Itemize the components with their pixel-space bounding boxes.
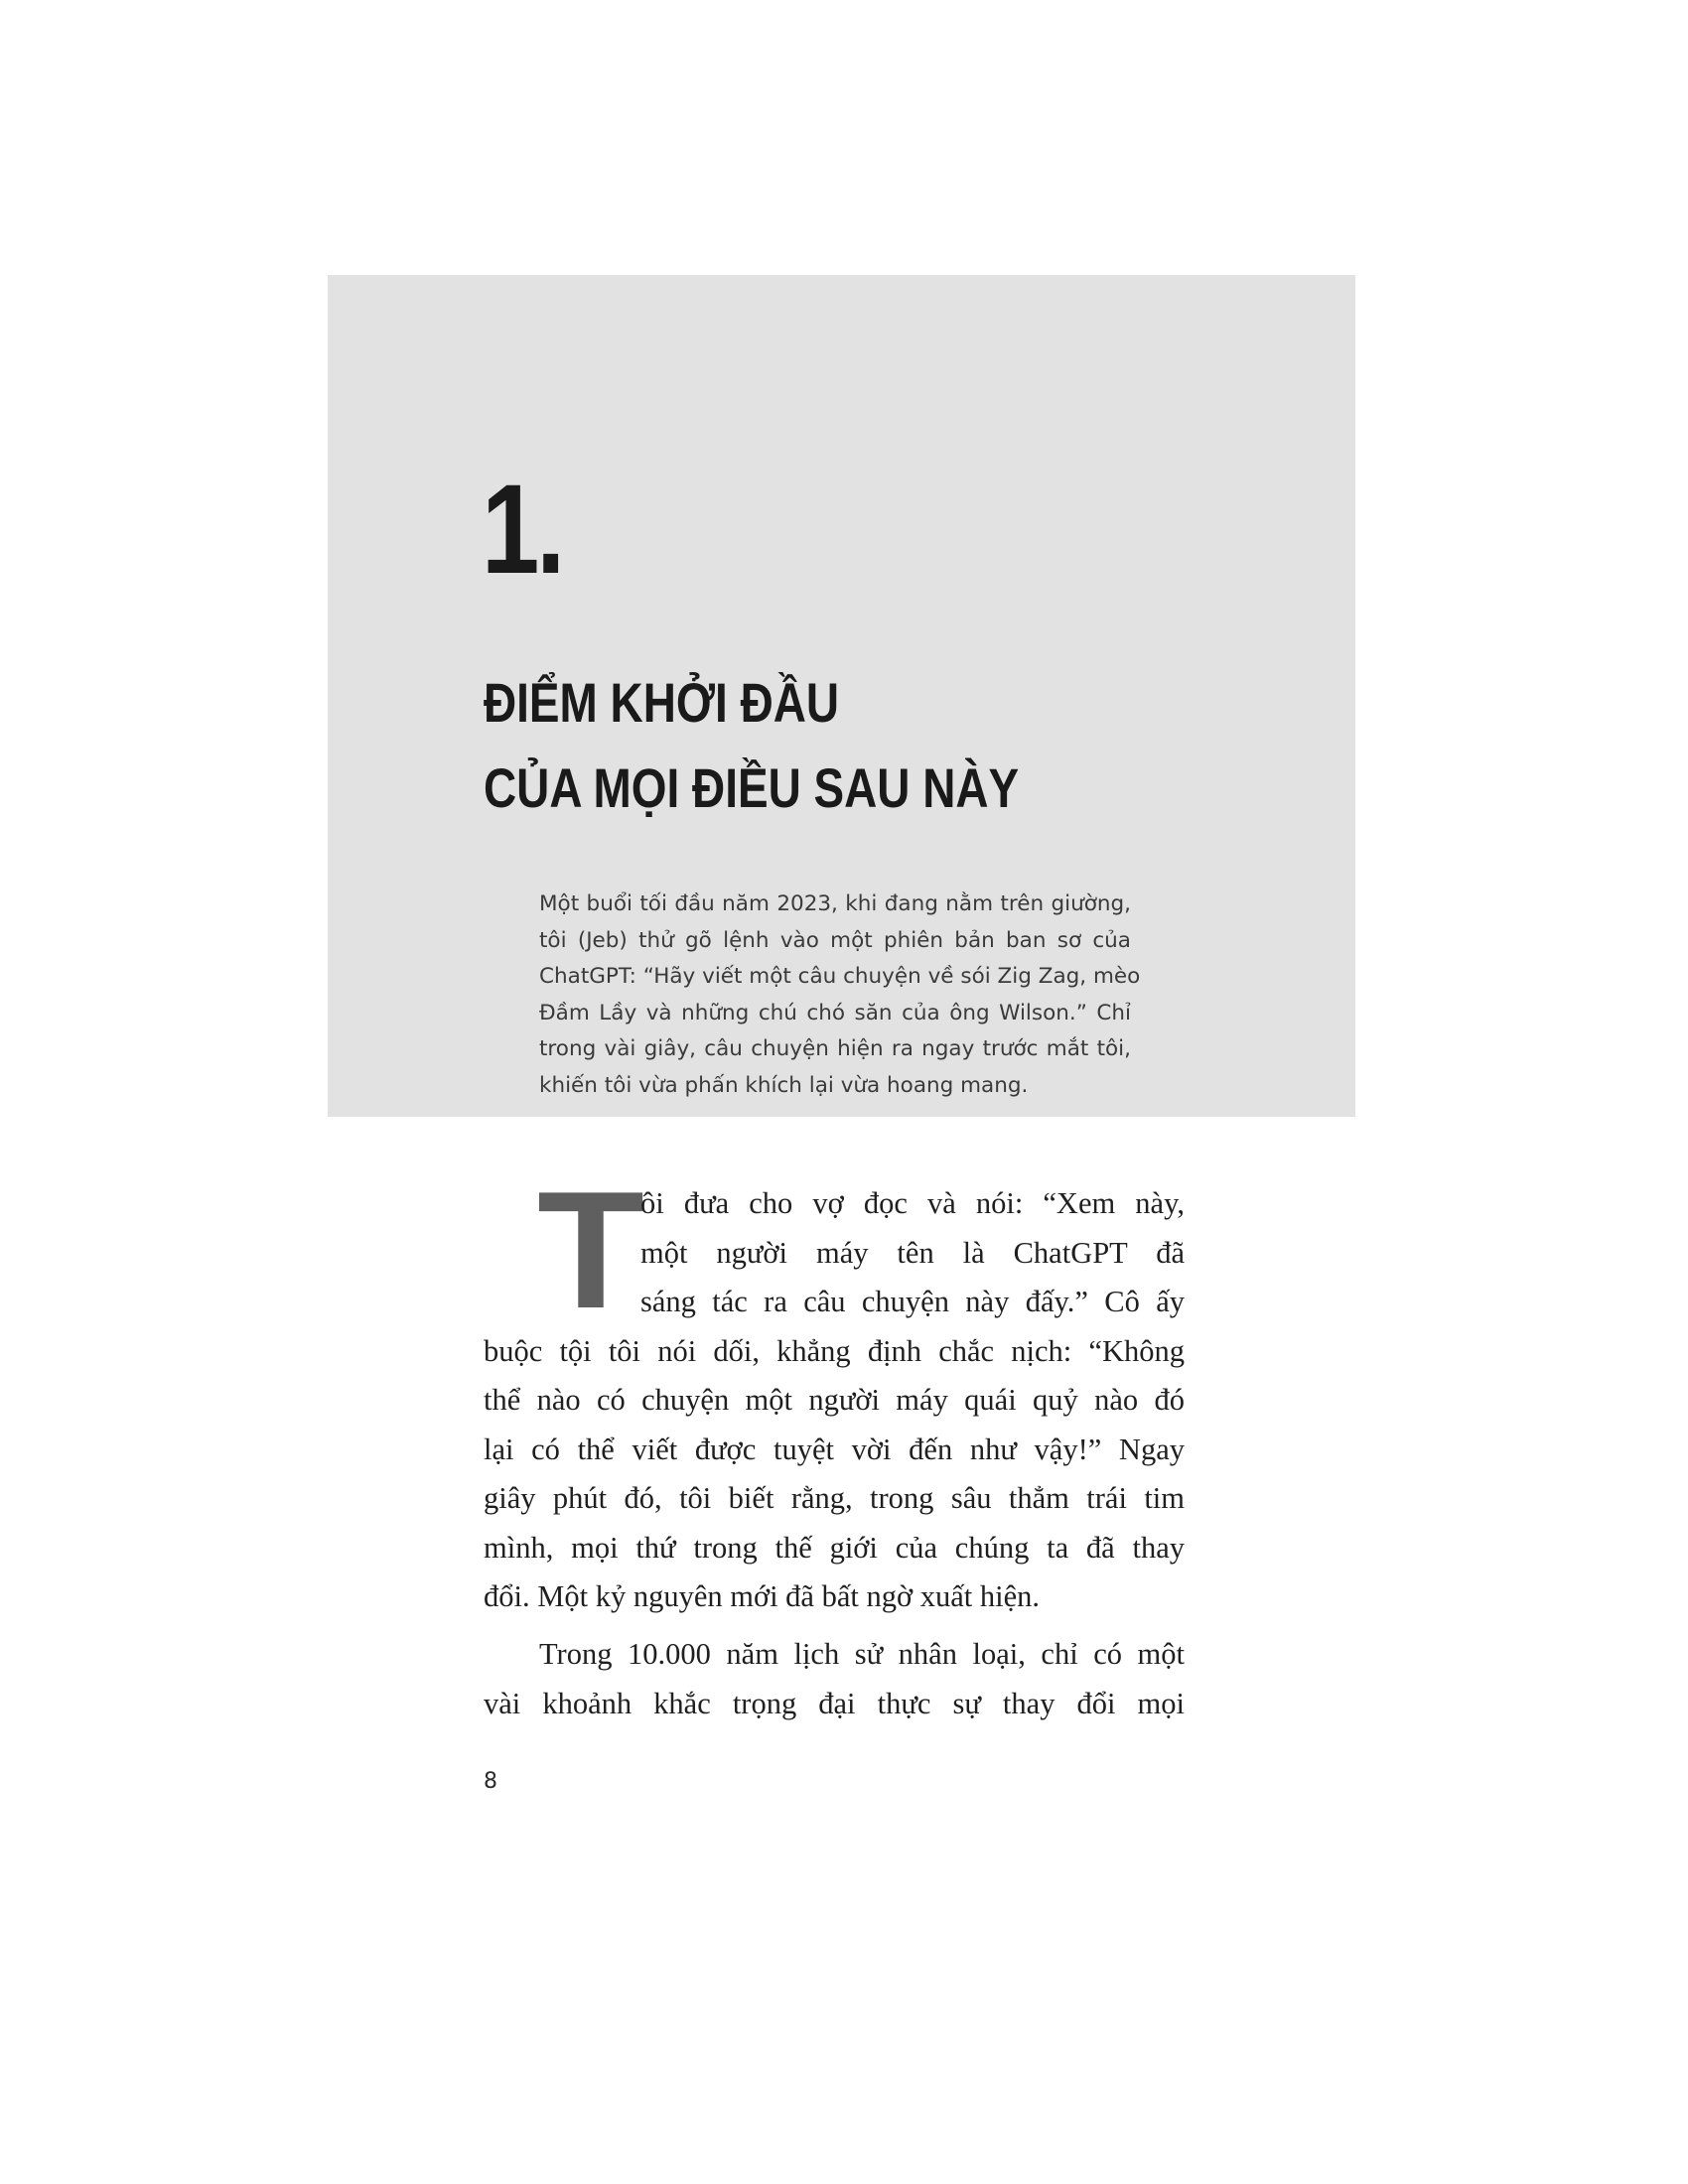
body-line: ôi đưa cho vợ đọc và nói: “Xem này, bbox=[640, 1186, 1185, 1220]
body-line: Trong 10.000 năm lịch sử nhân loại, chỉ có một bbox=[539, 1637, 1185, 1671]
body-line: thể nào có chuyện một người máy quái quỷ nào đó bbox=[484, 1383, 1185, 1417]
abstract-line: khiến tôi vừa phấn khích lại vừa hoang mang. bbox=[539, 1072, 1029, 1098]
chapter-title-line-2: CỦA MỌI ĐIỀU SAU NÀY bbox=[484, 756, 1020, 819]
body-line: buộc tội tôi nói dối, khẳng định chắc nịch: “Không bbox=[484, 1333, 1185, 1368]
abstract-line: tôi (Jeb) thử gõ lệnh vào một phiên bản ban sơ của bbox=[539, 927, 1131, 953]
chapter-number: 1. bbox=[482, 459, 562, 601]
body-paragraph-1 bbox=[484, 1179, 1185, 1622]
body-line: vài khoảnh khắc trọng đại thực sự thay đổi mọi bbox=[484, 1686, 1185, 1720]
drop-cap-letter: T bbox=[537, 1188, 644, 1312]
abstract-line: ChatGPT: “Hãy viết một câu chuyện về sói Zig Zag, mèo bbox=[539, 964, 1141, 989]
chapter-title-line-1: ĐIỂM KHỞI ĐẦU bbox=[484, 671, 840, 734]
abstract-line: Một buổi tối đầu năm 2023, khi đang nằm trên giường, bbox=[539, 891, 1131, 916]
body-line: lại có thể viết được tuyệt vời đến như vậy!” Ngay bbox=[484, 1432, 1185, 1466]
body-line: giây phút đó, tôi biết rằng, trong sâu thẳm trái tim bbox=[484, 1481, 1185, 1515]
body-line: đổi. Một kỷ nguyên mới đã bất ngờ xuất hiện. bbox=[484, 1579, 1041, 1613]
body-paragraph-2 bbox=[484, 1630, 1185, 1728]
body-line: mình, mọi thứ trong thế giới của chúng ta đã thay bbox=[484, 1530, 1185, 1565]
body-line: sáng tác ra câu chuyện này đấy.” Cô ấy bbox=[640, 1285, 1185, 1318]
page-number: 8 bbox=[484, 1769, 497, 1794]
chapter-title bbox=[484, 660, 1019, 831]
body-line: một người máy tên là ChatGPT đã bbox=[640, 1235, 1185, 1270]
chapter-abstract bbox=[539, 887, 1141, 1104]
abstract-line: trong vài giây, câu chuyện hiện ra ngay trước mắt tôi, bbox=[539, 1036, 1131, 1061]
abstract-line: Đầm Lầy và những chú chó săn của ông Wilson.” Chỉ bbox=[539, 1000, 1131, 1025]
